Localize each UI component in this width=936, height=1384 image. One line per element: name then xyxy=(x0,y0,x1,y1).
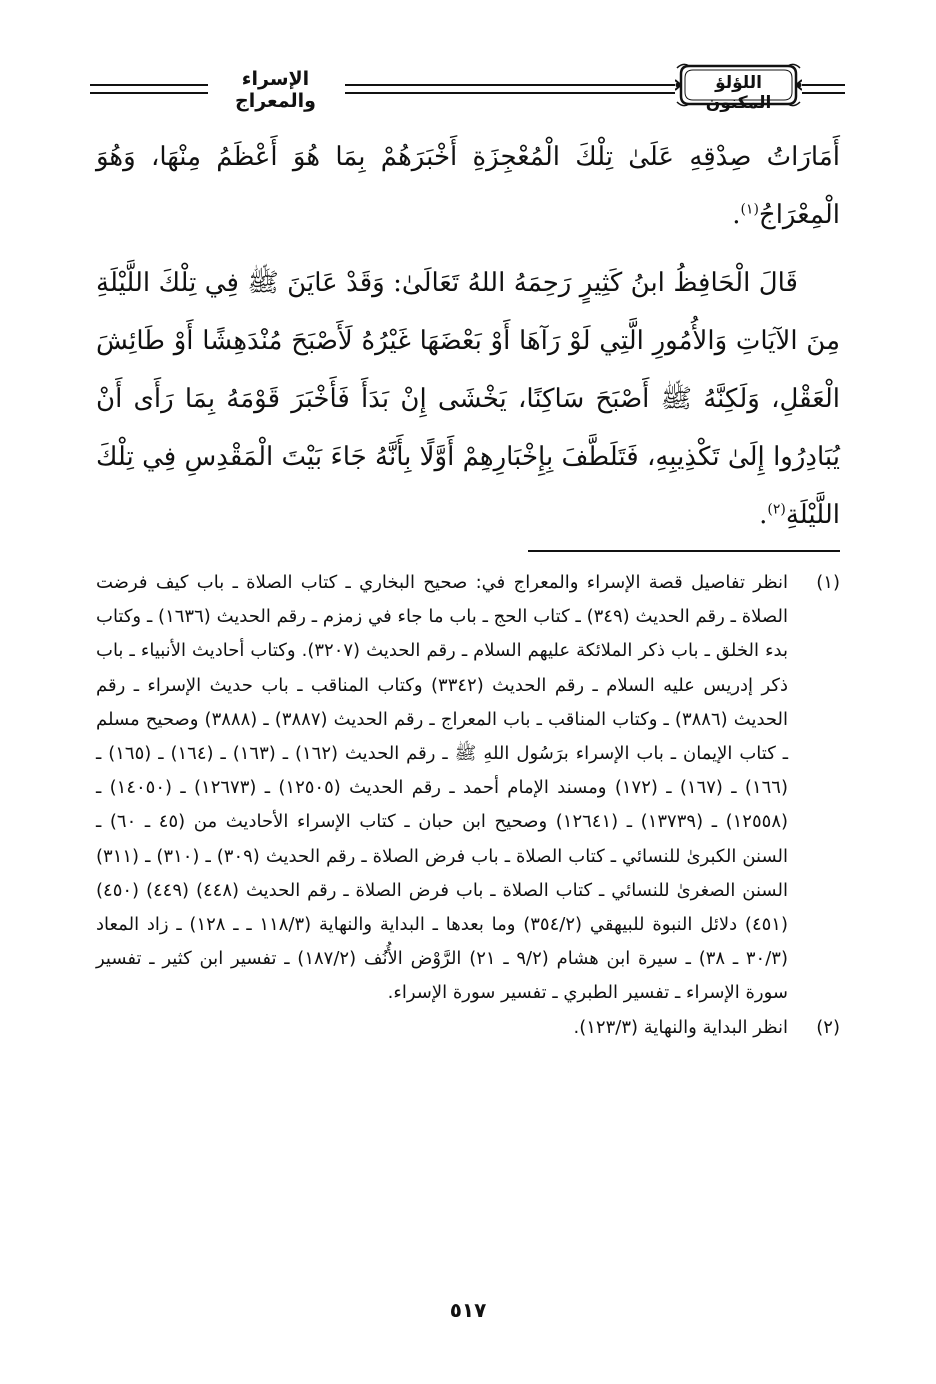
header-rule-right xyxy=(802,84,845,94)
paragraph-2-text: قَالَ الْحَافِظُ ابنُ كَثِيرٍ رَحِمَهُ اللهُ تَعَالَىٰ: وَقَدْ عَايَنَ ﷺ فِي تِلْكَ اللَّيْلَةِ مِنَ الآيَاتِ وَالأُمُورِ الَّتِي لَوْ رَآهَا أَوْ بَعْضَهَا غَيْرُهُ لَأَصْبَحَ مُنْدَهِشًا أَوْ طَائِشَ الْعَقْلِ، وَلَكِنَّهُ ﷺ أَصْبَحَ سَاكِنًا، يَخْشَى إِنْ بَدَأَ فَأَخْبَرَ قَوْمَهُ بِمَا رَأَى أَنْ يُبَادِرُوا إِلَىٰ تَكْذِيبِهِ، فَتَلَطَّفَ بِإِخْبَارِهِمْ أَوَّلًا بِأَنَّهُ جَاءَ بَيْتَ الْمَقْدِسِ فِي تِلْكَ اللَّيْلَةِ xyxy=(96,268,840,530)
footnote-2 xyxy=(96,1011,840,1045)
footnote-1 xyxy=(96,566,840,1011)
footnote-ref-1: (١) xyxy=(740,201,759,218)
footnote-text: انظر تفاصيل قصة الإسراء والمعراج في: صحيح البخاري ـ كتاب الصلاة ـ باب كيف فرضت الصلاة ـ رقم الحديث (٣٤٩) ـ كتاب الحج ـ باب ما جاء في زمزم ـ رقم الحديث (١٦٣٦) ـ وكتاب بدء الخلق ـ باب ذكر الملائكة عليهم السلام ـ رقم الحديث (٣٢٠٧). وكتاب أحاديث الأنبياء ـ باب ذكر إدريس عليه السلام ـ رقم الحديث (٣٣٤٢) وكتاب المناقب ـ باب حديث الإسراء ـ رقم الحديث (٣٨٨٦) ـ وكتاب المناقب ـ باب المعراج ـ رقم الحديث (٣٨٨٧) ـ (٣٨٨٨) وصحيح مسلم ـ كتاب الإيمان ـ باب الإسراء برَسُول اللهِ ﷺ ـ رقم الحديث (١٦٢) ـ (١٦٣) ـ (١٦٤) ـ (١٦٥) ـ (١٦٦) ـ (١٦٧) ـ (١٧٢) ومسند الإمام أحمد ـ رقم الحديث (١٢٥٠٥) ـ (١٢٦٧٣) ـ (١٤٠٥٠) ـ (١٢٥٥٨) ـ (١٣٧٣٩) ـ (١٢٦٤١) وصحيح ابن حبان ـ كتاب الإسراء الأحاديث من (٤٥ ـ ٦٠) ـ السنن الكبرىٰ للنسائي ـ كتاب الصلاة ـ باب فرض الصلاة ـ رقم الحديث (٣٠٩) ـ (٣١٠) ـ (٣١١) السنن الصغرىٰ للنسائي ـ كتاب الصلاة ـ باب فرض الصلاة ـ رقم الحديث (٤٤٨) (٤٤٩) (٤٥٠) (٤٥١) دلائل النبوة للبيهقي (٣٥٤/٢) وما بعدها ـ البداية والنهاية (١١٨/٣ ـ ـ ١٢٨) ـ زاد المعاد (٣٠/٣ ـ ٣٨) ـ سيرة ابن هشام (٩/٢ ـ ٢١) الرَّوْض الأُنُف (١٨٧/٢) ـ تفسير ابن كثير ـ تفسير سورة الإسراء ـ تفسير الطبري ـ تفسير سورة الإسراء. xyxy=(96,572,789,1004)
paragraph-2-end: . xyxy=(759,500,768,530)
paragraph-1-end: . xyxy=(732,200,741,230)
header-rule-middle xyxy=(345,84,675,94)
header-rule-left xyxy=(90,84,208,94)
footnote-ref-2: (٢) xyxy=(767,501,786,518)
paragraph-1-text: أَمَارَاتُ صِدْقِهِ عَلَىٰ تِلْكَ الْمُعْجِزَةِ أَخْبَرَهُمْ بِمَا هُوَ أَعْظَمُ مِنْهَا، وَهُوَ الْمِعْرَاجُ xyxy=(96,142,840,230)
book-title-ornament xyxy=(675,60,802,113)
book-title: اللؤلؤ المكنون xyxy=(705,73,772,113)
paragraph-2 xyxy=(96,254,840,544)
main-text xyxy=(96,128,840,544)
chapter-title: الإسراء والمعراج xyxy=(235,68,316,112)
footnote-number: (١) xyxy=(816,572,840,593)
paragraph-1 xyxy=(96,128,840,244)
footnote-number: (٢) xyxy=(816,1016,840,1038)
footnote-text: انظر البداية والنهاية (١٢٣/٣). xyxy=(573,1016,788,1038)
footnotes xyxy=(96,566,840,1045)
page-number: ٥١٧ xyxy=(449,1298,487,1322)
footnote-separator xyxy=(528,550,840,552)
running-header xyxy=(90,58,845,114)
